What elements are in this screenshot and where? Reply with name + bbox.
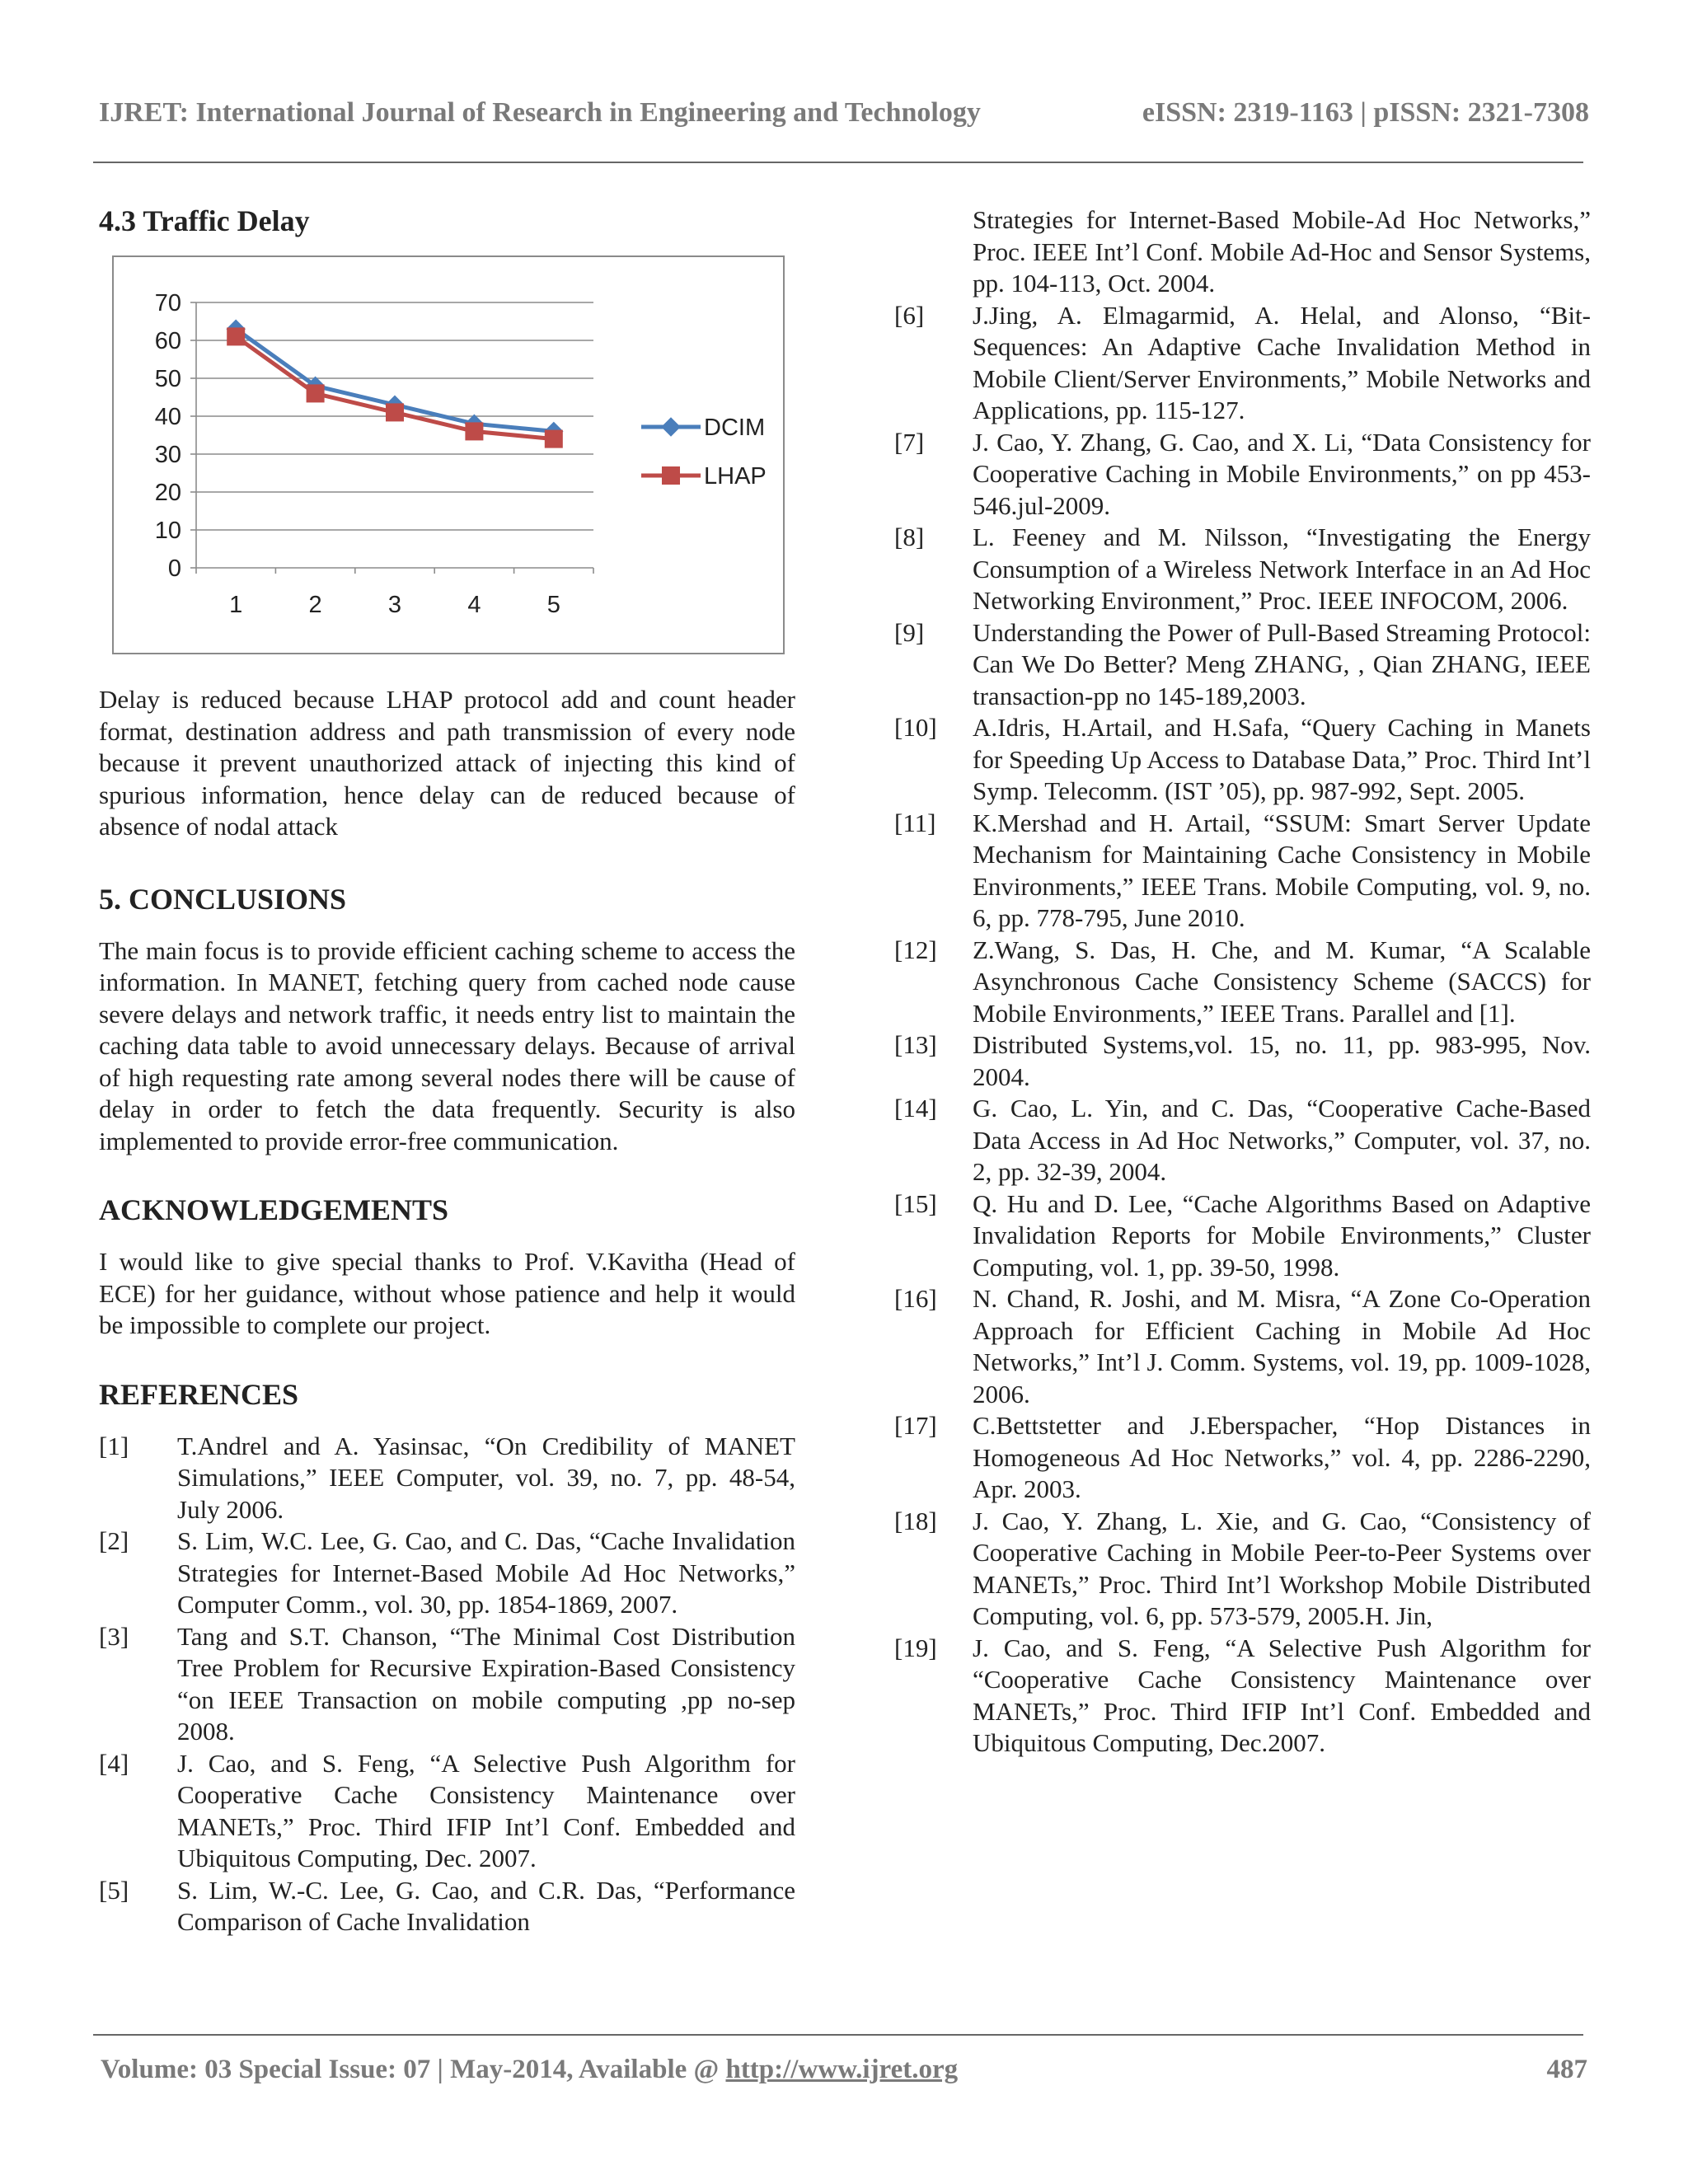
dcim-legend-marker: [662, 418, 680, 436]
reference-item: [8] L. Feeney and M. Nilsson, “Investigating the Energy Consumption of a Wireless Network Interface in an Ad Hoc Networking Environment,” Proc. IEEE INFOCOM, 2006.: [894, 523, 1591, 615]
reference-item: [12] Z.Wang, S. Das, H. Che, and M. Kumar, “A Scalable Asynchronous Cache Consistency Scheme (SACCS) for Mobile Environments,” IEEE Trans. Parallel and [1].: [894, 935, 1591, 1028]
x-tick-label: 4: [467, 592, 481, 618]
lhap-point: [386, 403, 404, 421]
reference-item: [6] J.Jing, A. Elmagarmid, A. Helal, and Alonso, “Bit-Sequences: An Adaptive Cache Invalidation Method in Mobile Client/Server Environments,” Mobile Networks and Applications, pp. 115-127.: [894, 300, 1591, 424]
reference-item: [9] Understanding the Power of Pull-Based Streaming Protocol: Can We Do Better? Meng ZHANG, , Qian ZHANG, IEEE transaction-pp no 145-189,2003.: [894, 617, 1591, 710]
section-title-acknowledgements: ACKNOWLEDGEMENTS: [99, 1193, 449, 1226]
reference-item: [3] Tang and S.T. Chanson, “The Minimal Cost Distribution Tree Problem for Recursive Expiration-Based Consistency “on IEEE Transaction on mobile computing ,pp no-sep 2008.: [99, 1621, 795, 1746]
y-tick-label: 30: [154, 442, 181, 468]
x-tick-label: 1: [229, 592, 243, 618]
volume-info: Volume: 03 Special Issue: 07 | May-2014, Available @ http://www.ijret.org: [101, 2055, 959, 2084]
reference-item: [14] G. Cao, L. Yin, and C. Das, “Cooperative Cache-Based Data Access in Ad Hoc Networks,” Computer, vol. 37, no. 2, pp. 32-39, 2004.: [894, 1094, 1591, 1186]
acknowledgements-paragraph: I would like to give special thanks to Prof. V.Kavitha (Head of ECE) for her guidance, without whose patience and help it would be impossible to complete our project.: [99, 1247, 795, 1339]
reference-item: [4] J. Cao, and S. Feng, “A Selective Push Algorithm for Cooperative Cache Consistency Maintenance over MANETs,” Proc. Third IFIP Int’l Conf. Embedded and Ubiquitous Computing, Dec. 2007.: [99, 1748, 795, 1872]
y-tick-label: 60: [154, 328, 181, 354]
y-tick-label: 20: [154, 480, 181, 506]
reference-item: [16] N. Chand, R. Joshi, and M. Misra, “A Zone Co-Operation Approach for Efficient Caching in Mobile Ad Hoc Networks,” Int’l J. Comm. Systems, vol. 19, pp. 1009-1028, 2006.: [894, 1284, 1591, 1408]
footer-rule: [93, 2034, 1583, 2036]
reference-item: [15] Q. Hu and D. Lee, “Cache Algorithms Based on Adaptive Invalidation Reports for Mobile Environments,” Cluster Computing, vol. 1, pp. 39-50, 1998.: [894, 1188, 1591, 1282]
journal-link[interactable]: http://www.ijret.org: [725, 2055, 959, 2084]
right-column: [894, 204, 1591, 1760]
lhap-legend-marker: [662, 466, 680, 485]
lhap-point: [307, 384, 325, 402]
conclusions-paragraph: The main focus is to provide efficient caching scheme to access the information. In MANET, fetching query from cached node cause severe delays and network traffic, it needs entry list to maintain the caching data table to avoid unnecessary delays. Because of arrival of high requesting rate among several nodes there will be cause of delay in order to fetch the data frequently. Security is also implemented to provide error-free communication.: [99, 935, 795, 1155]
section-title-references: REFERENCES: [99, 1377, 299, 1411]
y-tick-label: 0: [167, 555, 181, 582]
lhap-legend-label: LHAP: [704, 463, 767, 490]
reference-item: [7] J. Cao, Y. Zhang, G. Cao, and X. Li, “Data Consistency for Cooperative Caching in Mobile Environments,” on pp 453-546.jul-2009.: [894, 427, 1591, 520]
x-tick-label: 2: [308, 592, 322, 618]
issn: eISSN: 2319-1163 | pISSN: 2321-7308: [1142, 97, 1589, 128]
reference-list-left: [99, 1431, 795, 1938]
section-title-conclusions: 5. CONCLUSIONS: [99, 882, 347, 916]
lhap-point: [227, 327, 245, 345]
y-tick-label: 70: [154, 290, 181, 316]
header-rule: [93, 162, 1583, 163]
y-tick-label: 10: [154, 518, 181, 544]
journal-name: IJRET: International Journal of Research in Engineering and Technology: [99, 97, 981, 128]
lhap-point: [465, 422, 483, 440]
chart-svg: [114, 257, 783, 653]
dcim-legend-label: DCIM: [704, 415, 766, 441]
reference-item: [18] J. Cao, Y. Zhang, L. Xie, and G. Cao, “Consistency of Cooperative Caching in Mobile Peer-to-Peer Systems over MANETs,” Proc. Third Int’l Workshop Mobile Distributed Computing, vol. 6, pp. 573-579, 2005.H. Jin,: [894, 1506, 1591, 1630]
reference-continuation: Strategies for Internet-Based Mobile-Ad Hoc Networks,” Proc. IEEE Int’l Conf. Mobile Ad-Hoc and Sensor Systems, pp. 104-113, Oct. 2004.: [973, 205, 1591, 298]
x-tick-label: 3: [387, 592, 402, 618]
x-tick-label: 5: [546, 592, 560, 618]
traffic-delay-chart: [112, 255, 785, 654]
reference-item: [5] S. Lim, W.-C. Lee, G. Cao, and C.R. Das, “Performance Comparison of Cache Invalidation: [99, 1875, 795, 1936]
lhap-point: [545, 430, 563, 448]
reference-item: [13] Distributed Systems,vol. 15, no. 11, pp. 983-995, Nov. 2004.: [894, 1030, 1591, 1091]
page-number: 487: [1546, 2055, 1587, 2084]
y-tick-label: 40: [154, 404, 181, 430]
reference-item: [10] A.Idris, H.Artail, and H.Safa, “Query Caching in Manets for Speeding Up Access to Database Data,” Proc. Third Int’l Symp. Telecomm. (IST ’05), pp. 987-992, Sept. 2005.: [894, 713, 1591, 805]
running-footer: [101, 2055, 1587, 2085]
traffic-delay-paragraph: Delay is reduced because LHAP protocol add and count header format, destination address and path transmission of every node because it prevent unauthorized attack of injecting this kind of spurious information, hence delay can de reduced because of absence of nodal attack: [99, 685, 795, 841]
left-column: [99, 201, 795, 1938]
y-tick-label: 50: [154, 366, 181, 392]
reference-item: [2] S. Lim, W.C. Lee, G. Cao, and C. Das, “Cache Invalidation Strategies for Internet-Based Mobile Ad Hoc Networks,” Computer Comm., vol. 30, pp. 1854-1869, 2007.: [99, 1526, 795, 1619]
reference-list-right: [894, 300, 1591, 1760]
reference-item: [11] K.Mershad and H. Artail, “SSUM: Smart Server Update Mechanism for Maintaining Cache Consistency in Mobile Environments,” IEEE Trans. Mobile Computing, vol. 9, no. 6, pp. 778-795, June 2010.: [894, 808, 1591, 932]
reference-item: [19] J. Cao, and S. Feng, “A Selective Push Algorithm for “Cooperative Cache Consistency Maintenance over MANETs,” Proc. Third IFIP Int’l Conf. Embedded and Ubiquitous Computing, Dec.2007.: [894, 1633, 1591, 1757]
section-title-traffic-delay: 4.3 Traffic Delay: [99, 204, 310, 237]
reference-item: [1] T.Andrel and A. Yasinsac, “On Credibility of MANET Simulations,” IEEE Computer, vol. 39, no. 7, pp. 48-54, July 2006.: [99, 1431, 795, 1524]
reference-item: [17] C.Bettstetter and J.Eberspacher, “Hop Distances in Homogeneous Ad Hoc Networks,” vol. 4, pp. 2286-2290, Apr. 2003.: [894, 1411, 1591, 1503]
running-header: [99, 97, 1589, 129]
lhap-series-line: [236, 336, 554, 438]
